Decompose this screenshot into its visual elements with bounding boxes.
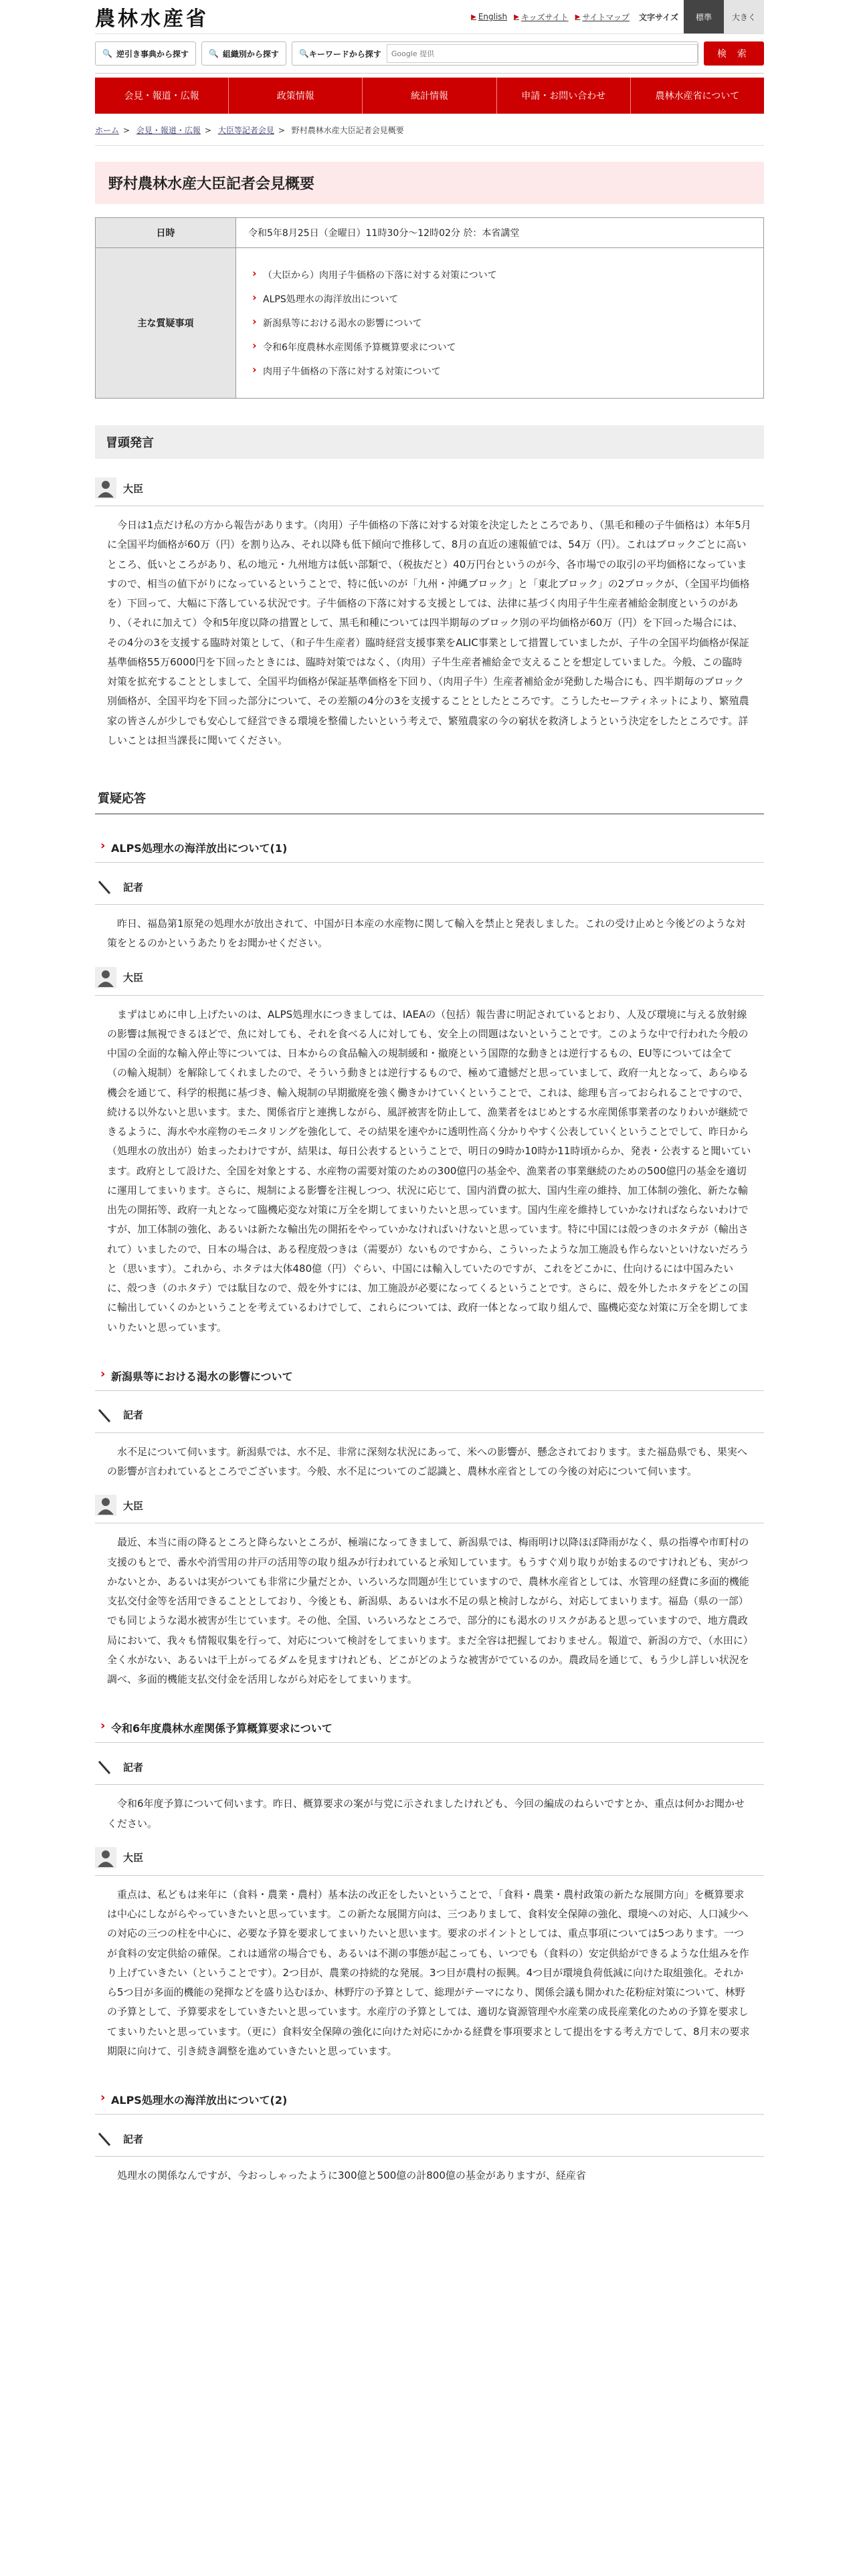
topics-label: 主な質疑事項 bbox=[96, 248, 236, 399]
qa-topic: › 新潟県等における渇水の影響について bbox=[95, 1362, 764, 1391]
speaker-name: 大臣 bbox=[123, 972, 144, 984]
speaker-name: 記者 bbox=[123, 1761, 144, 1774]
speaker-header bbox=[95, 1749, 764, 1785]
question-text: 昨日、福島第1原発の処理水が放出されて、中国が日本産の水産物に関して輸入を禁止と発表しました。これの受け止めと今後どのような対策をとるのかというあたりをお聞かせください。 bbox=[107, 918, 746, 950]
topic-link[interactable]: › 新潟県等における渇水の影響について bbox=[248, 311, 751, 335]
summary-table bbox=[95, 217, 764, 399]
search-submit-button[interactable]: 検 索 bbox=[704, 41, 764, 66]
minister-avatar-icon bbox=[95, 1495, 116, 1516]
page-title: 野村農林水産大臣記者会見概要 bbox=[95, 162, 764, 204]
triangle-icon: ▶ bbox=[514, 13, 519, 21]
search-bar bbox=[95, 34, 764, 74]
search-icon: 🔍 bbox=[208, 49, 219, 58]
speaker-header bbox=[95, 1488, 764, 1523]
link-sitemap[interactable]: ▶ サイトマップ bbox=[575, 12, 630, 22]
search-input[interactable]: Google 提供 bbox=[387, 44, 698, 63]
topic-link[interactable]: › 令和6年度農林水産関係予算概算要求について bbox=[248, 335, 751, 359]
topic-link[interactable]: › （大臣から）肉用子牛価格の下落に対する対策について bbox=[248, 263, 751, 287]
pen-icon bbox=[95, 1404, 116, 1426]
qa-section bbox=[95, 833, 764, 1337]
triangle-icon: ▶ bbox=[575, 13, 581, 21]
search-icon: 🔍 bbox=[102, 49, 112, 58]
link-kids[interactable]: ▶ キッズサイト bbox=[514, 12, 569, 22]
speaker-header bbox=[95, 2121, 764, 2157]
minister-avatar-icon bbox=[95, 477, 116, 499]
date-label: 日時 bbox=[96, 218, 236, 248]
speaker-name: 大臣 bbox=[123, 1499, 144, 1512]
minister-avatar-icon bbox=[95, 1847, 116, 1868]
answer-text: まずはじめに申し上げたいのは、ALPS処理水につきましては、IAEAの（包括）報告書に明記されているとおり、人及び環境に与える放射線の影響は無視できるほどで、魚に対しても、それを食べる人に対しても、安全上の問題はないということです。このような中で行われた今般の中国の全面的な輸入停止等については、日本からの食品輸入の規制緩和・撤廃という国際的な動きとは逆行するもの、EU等については全て（の輸入規制）を解除してくれましたので、そういう動きとは逆行するもので、極めて遺憾だと思っていまして、政府一丸となって、あらゆる機会を通じて、科学的根拠に基づき、輸入規制の早期撤廃を強く働きかけていくということで、これは、総理も言っておられることですので、続ける以外ないと思います。また、関係省庁と連携しながら、風評被害を防止して、漁業者をはじめとする水産関係事業者のなりわいが継続できるように、海水や水産物のモニタリングを強化して、その結果を速やかに透明性高く分かりやすく公表していくということでして、昨日から（処理水の放出が）始まったわけですが、結果は、毎日公表するということで、明日の9時か10時か11時頃からか、発表・公表すると聞いています。政府として設けた、全国を対象とする、水産物の需要対策のための300億円の基金や、漁業者の事業継続のための500億円の基金を適切に運用してまいります。さらに、規制による影響を注視しつつ、状況に応じて、国内消費の拡大、国内生産の維持、加工体制の強化、新たな輸出先の開拓等、政府一丸となって臨機応変な対策に万全を期してまいりたいと思っています。国内生産を維持していかなければならないわけですが、加工体制の強化、あるいは新たな輸出先の開拓をやっていかなければいけないと思っています。特に中国には殻つきのホタテが（輸出されて）いましたので、日本の場合は、ある程度殻つきは（需要が）ないものですから、こういったような加工施設も作らないといけないだろうと（思います）。これから、ホタテは大体480億（円）ぐらい、中国には輸入していたのですが、これをどこかに、仕向けるには中国みたいに、殻つき（のホタテ）では駄目なので、殻を外すには、加工施設が必要になってくるということです。さらに、殻を外したホタテをどこの国に輸出していくのかということを考えているわけでして、これらについては、政府一体となって取り組んで、臨機応変な対策に万全を期してまいりたいと思っています。 bbox=[107, 1008, 751, 1333]
font-large-button[interactable]: 大きく bbox=[724, 0, 764, 33]
nav-statistics[interactable]: 統計情報 bbox=[363, 78, 496, 114]
org-search-button[interactable]: 🔍 組織別から探す bbox=[201, 41, 286, 66]
speaker-name: 大臣 bbox=[123, 482, 144, 495]
minister-avatar-icon bbox=[95, 967, 116, 988]
site-logo[interactable]: 農林水産省 bbox=[95, 7, 209, 31]
pen-icon bbox=[95, 2128, 116, 2149]
qa-topic: › ALPS処理水の海洋放出について(1) bbox=[95, 833, 764, 863]
font-size-label: 文字サイズ bbox=[638, 12, 678, 22]
topic-list bbox=[248, 263, 751, 383]
breadcrumb: ホーム > 会見・報道・広報 > 大臣等記者会見 > 野村農林水産大臣記者会見概要 bbox=[95, 114, 764, 146]
answer-text: 重点は、私どもは来年に（食料・農業・農村）基本法の改正をしたいということで、「食料・農業・農村政策の新たな展開方向」を概算要求は中心にしながらやっていきたいと思っています。この新たな展開方向は、三つありまして、食料安全保障の強化、環境への対応、人口減少への対応の三つの柱を中心に、必要な予算を要求してまいりたいと思います。要求のポイントとしては、重点事項については5つあります。一つが食料の安定供給の確保。これは通常の場合でも、あるいは不測の事態が起こっても、いつでも（食料の）安定供給ができるような仕組みを作り上げていきたい（ということです）。2つ目が、農業の持続的な発展。3つ目が農村の振興。4つ目が環境負荷低減に向けた取組強化。それから5つ目が多面的機能の発揮などを盛り込むほか、林野庁の予算として、総理がテーマになり、関係会議も開かれた花粉症対策について、林野の予算として、予算要求をしていきたいと思っています。水産庁の予算としては、適切な資源管理や水産業の成長産業化のための予算を要求してまいりたいと思っています。（更に）食料安全保障の強化に向けた対応にかかる経費を事項要求として提出をする考え方でして、8月末の要求期限に向けて、引き続き調整を進めていきたいと思っています。 bbox=[107, 1888, 750, 2057]
speaker-header bbox=[95, 869, 764, 905]
search-icon: 🔍 bbox=[298, 49, 309, 58]
utility-nav bbox=[464, 0, 764, 33]
link-english[interactable]: ▶ English bbox=[471, 12, 508, 21]
topic-link[interactable]: › 肉用子牛価格の下落に対する対策について bbox=[248, 359, 751, 383]
opening-heading: 冒頭発言 bbox=[95, 425, 764, 459]
opening-text: 今日は1点だけ私の方から報告があります。（肉用）子牛価格の下落に対する対策を決定したところであり、（黒毛和種の子牛価格は）本年5月に全国平均価格が60万（円）を割り込み、それ以降も低下傾向で推移して、8月の直近の速報値では、54万（円）。これはブロックごとに高いところ、低いところがあり、私の地元・九州地方は低い部類で、（税抜だと）40万円台というのが今、各市場での取引の平均価格になっていますので、相当の値下がりになっているということで、特に低いのが「九州・沖縄ブロック」と「東北ブロック」の2ブロックが、（全国平均価格を）下回って、大幅に下落している状況です。子牛価格の下落に対する支援としては、法律に基づく肉用子牛生産者補給金制度というのがあり、（それに加えて）令和5年度以降の措置として、黒毛和種については四半期毎のブロック別の平均価格が60万（円）を下回った場合には、その4分の3を支援する臨時対策として、（和子牛生産者）臨時経営支援事業をALIC事業として措置していましたが、子牛の全国平均価格が保証基準価格55万6000円を下回ったときには、臨時対策ではなく、（肉用）子牛生産者補給金で支えることを想定していました。今般、この臨時対策を拡充することとしまして、全国平均価格が保証基準価格を下回り、（肉用子牛）生産者補給金が発動した場合にも、四半期毎のブロック別価格が、全国平均を下回った部分について、その差額の4分の3を支援することとしたところです。こうしたセーフティネットにより、繁殖農家の皆さんが少しでも安心して経営できる環境を整備したいという考えで、繁殖農家の今の窮状を救済しようという決定をしたところです。詳しいことは担当課長に聞いてください。 bbox=[107, 519, 751, 746]
nav-contact[interactable]: 申請・お問い合わせ bbox=[497, 78, 631, 114]
nav-press[interactable]: 会見・報道・広報 bbox=[95, 78, 229, 114]
purpose-search-button[interactable]: 🔍 逆引き事典から探す bbox=[95, 41, 196, 66]
question-text: 令和6年度予算について伺います。昨日、概算要求の案が与党に示されましたけれども、今回の編成のねらいですとか、重点は何かお聞かせください。 bbox=[107, 1798, 745, 1830]
speaker-header bbox=[95, 1840, 764, 1876]
qa-section bbox=[95, 1713, 764, 2061]
breadcrumb-press[interactable]: 会見・報道・広報 bbox=[136, 126, 201, 135]
speaker-name: 大臣 bbox=[123, 1852, 144, 1864]
qa-topic: › 令和6年度農林水産関係予算概算要求について bbox=[95, 1713, 764, 1743]
speaker-header bbox=[95, 1398, 764, 1433]
nav-policy[interactable]: 政策情報 bbox=[229, 78, 363, 114]
font-standard-button[interactable]: 標準 bbox=[684, 0, 724, 33]
qa-section bbox=[95, 2085, 764, 2185]
qa-section bbox=[95, 1362, 764, 1690]
site-header bbox=[95, 0, 764, 34]
nav-about[interactable]: 農林水産省について bbox=[655, 91, 740, 102]
breadcrumb-conference[interactable]: 大臣等記者会見 bbox=[217, 126, 274, 135]
topic-link[interactable]: › ALPS処理水の海洋放出について bbox=[248, 287, 751, 311]
global-nav bbox=[95, 78, 764, 114]
breadcrumb-current: 野村農林水産大臣記者会見概要 bbox=[291, 126, 404, 135]
speaker-name: 記者 bbox=[123, 1409, 144, 1422]
speaker-name: 記者 bbox=[123, 2133, 144, 2145]
qa-heading: 質疑応答 bbox=[95, 782, 764, 815]
answer-text: 最近、本当に雨の降るところと降らないところが、極端になってきまして、新潟県では、梅雨明け以降ほぼ降雨がなく、県の指導や市町村の支援のもとで、番水や消雪用の井戸の活用等の取り組みが行われていると承知しています。もうすぐ刈り取りが始まるのですけれども、実がつかないとか、あるいは実がついても非常に少量だとか、いろいろな問題が生じていますので、農林水産省としては、水管理の経費に多面的機能支払交付金等を活用できることとしており、今後とも、新潟県、あるいは水不足の県と検討しながら、対応してまいります。福島（県の一部）でも同じような渇水被害が生じています。その他、全国、いろいろなところで、部分的にも渇水のリスクがあると思っていますので、地方農政局において、我々も情報収集を行って、対応について検討をしてまいります。まだ全容は把握しておりません。報道で、新潟の方で、（水田に）全く水がない、あるいは干上がってるダムを見ますけれども、どこがどのような被害がでているのか。農政局を通じて、もう少し詳しい状況を調べ、多面的機能支払交付金を活用しながら対応をしてまいります。 bbox=[107, 1536, 749, 1685]
keyword-label: キーワードから探す bbox=[308, 49, 381, 59]
speaker-header bbox=[95, 960, 764, 996]
speaker-header bbox=[95, 471, 764, 506]
qa-topic: › ALPS処理水の海洋放出について(2) bbox=[95, 2085, 764, 2115]
breadcrumb-home[interactable]: ホーム bbox=[95, 126, 120, 135]
triangle-icon: ▶ bbox=[471, 13, 476, 21]
pen-icon bbox=[95, 1756, 116, 1778]
question-text: 処理水の関係なんですが、今おっしゃったように300億と500億の計800億の基金がありますが、経産省 bbox=[117, 2169, 586, 2181]
keyword-search bbox=[292, 41, 698, 66]
date-value: 令和5年8月25日（金曜日）11時30分～12時02分 於：本省講堂 bbox=[236, 218, 764, 248]
speaker-name: 記者 bbox=[123, 881, 144, 893]
question-text: 水不足について伺います。新潟県では、水不足、非常に深刻な状況にあって、米への影響が、懸念されております。また福島県でも、果実への影響が言われているところでございます。今般、水不足についてのご認識と、農林水産省としての今後の対応について伺います。 bbox=[107, 1445, 747, 1477]
pen-icon bbox=[95, 876, 116, 897]
